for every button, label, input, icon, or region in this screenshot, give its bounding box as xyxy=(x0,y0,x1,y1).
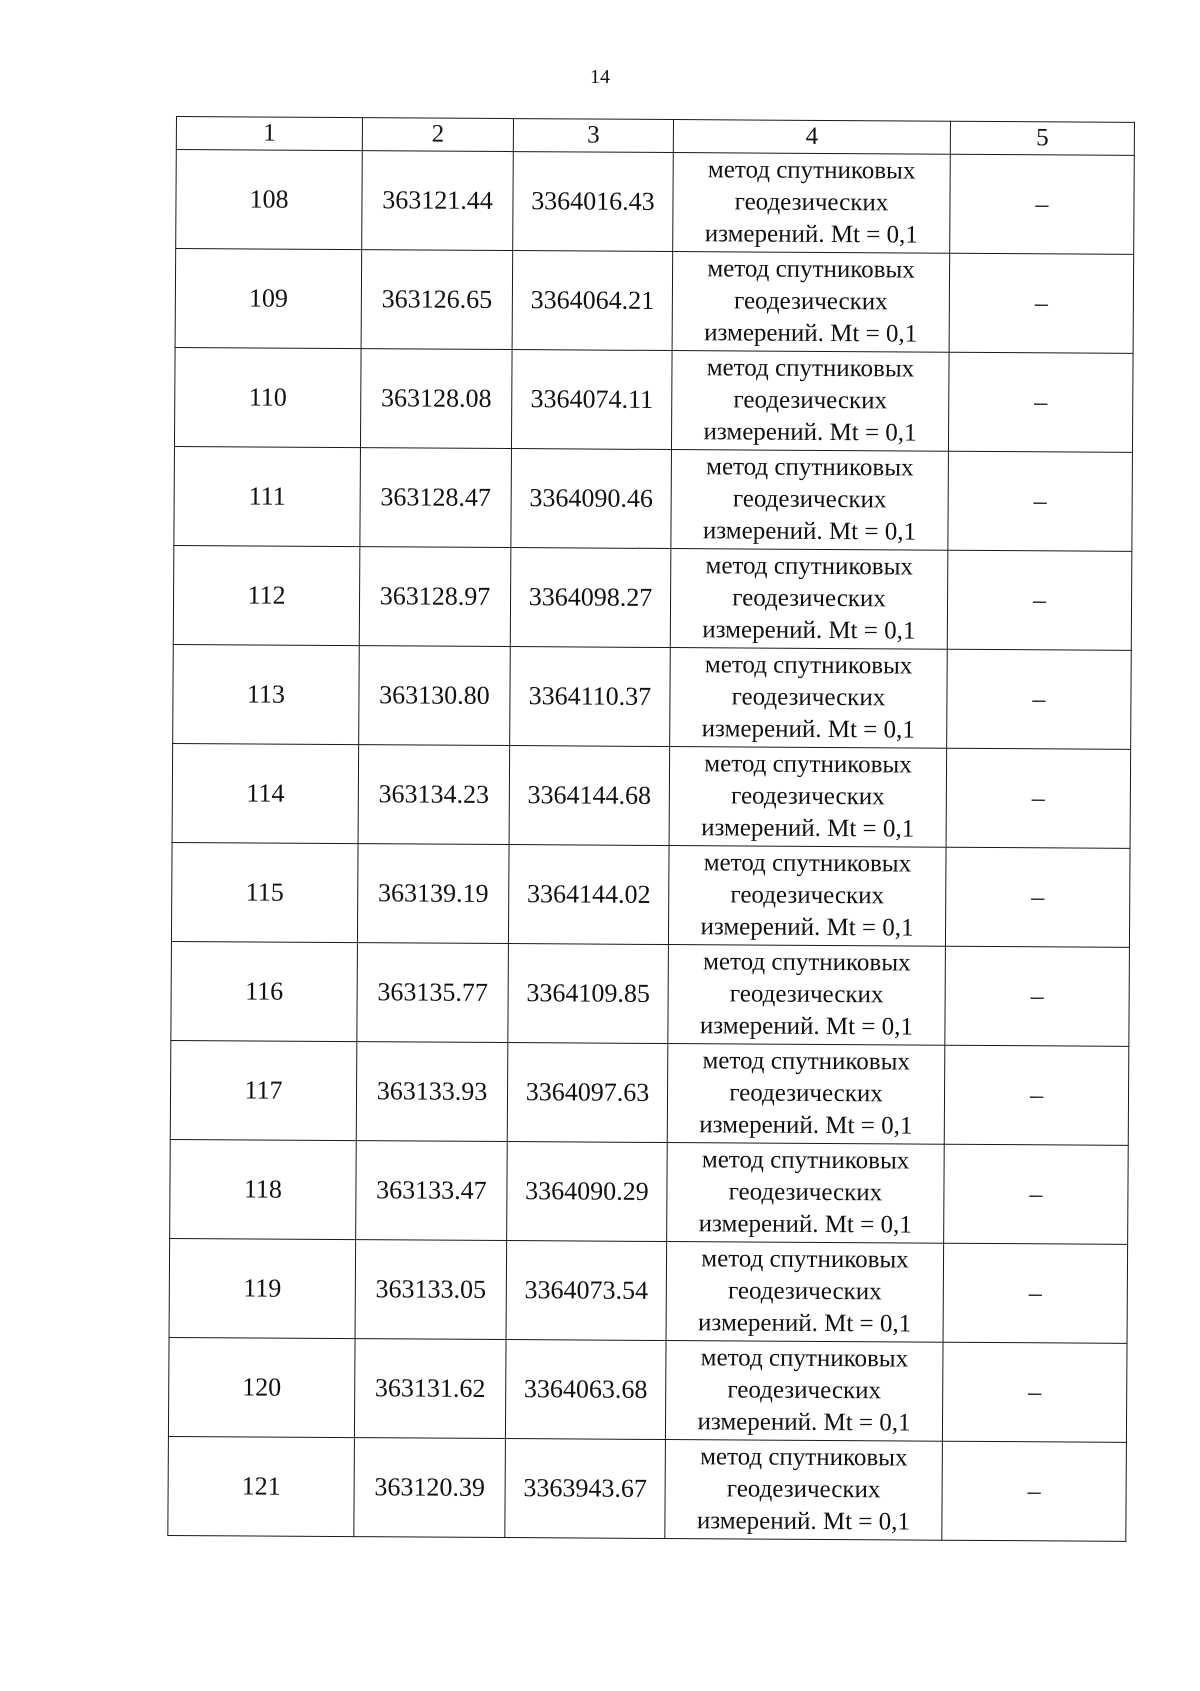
method-text-line: геодезических xyxy=(727,1277,882,1306)
table-row xyxy=(171,842,1130,947)
method-text-line: измерений. Mt = 0,1 xyxy=(704,220,918,249)
x-coordinate-cell: 363131.62 xyxy=(354,1339,506,1439)
coordinates-table xyxy=(167,116,1135,1542)
point-number-cell: 117 xyxy=(170,1040,357,1140)
y-coordinate-cell: 3364144.68 xyxy=(509,746,670,846)
table-row xyxy=(171,941,1130,1046)
table-row xyxy=(176,150,1135,255)
method-cell xyxy=(672,252,950,353)
empty-value-dash: – xyxy=(944,1144,1129,1244)
method-text-line: геодезических xyxy=(729,980,884,1009)
empty-value-dash: – xyxy=(950,154,1135,254)
method-text-line: метод спутниковых xyxy=(703,948,911,977)
method-cell xyxy=(673,153,951,254)
table-row xyxy=(173,644,1132,749)
header-col-3: 3 xyxy=(513,119,673,153)
method-text-line: геодезических xyxy=(726,1475,881,1504)
method-text-line: измерений. Mt = 0,1 xyxy=(702,616,916,645)
table-body xyxy=(168,150,1134,1542)
point-number-cell: 120 xyxy=(168,1337,355,1437)
point-number-cell: 119 xyxy=(169,1238,356,1338)
point-number-cell: 116 xyxy=(171,941,358,1041)
empty-value-dash: – xyxy=(943,1243,1128,1343)
empty-value-dash: – xyxy=(948,352,1133,452)
method-text-line: метод спутниковых xyxy=(700,1443,908,1472)
method-text-line: измерений. Mt = 0,1 xyxy=(698,1309,912,1338)
point-number-cell: 114 xyxy=(172,743,359,843)
method-text-line: геодезических xyxy=(734,188,889,217)
x-coordinate-cell: 363135.77 xyxy=(357,943,509,1043)
point-number-cell: 121 xyxy=(168,1436,355,1536)
table-row xyxy=(172,743,1131,848)
point-number-cell: 110 xyxy=(174,347,361,447)
header-col-1: 1 xyxy=(176,117,362,151)
method-text-line: измерений. Mt = 0,1 xyxy=(699,1012,914,1041)
table-row xyxy=(174,446,1133,551)
page-number: 14 xyxy=(590,66,610,88)
method-text-line: метод спутниковых xyxy=(701,1146,910,1175)
method-text-line: геодезических xyxy=(729,1079,883,1108)
empty-value-dash: – xyxy=(942,1441,1127,1541)
method-cell xyxy=(671,450,949,551)
method-cell xyxy=(666,1242,944,1343)
method-text-line: метод спутниковых xyxy=(701,1245,909,1274)
table-row xyxy=(169,1238,1128,1343)
method-cell xyxy=(669,747,947,848)
table-row xyxy=(168,1436,1127,1541)
method-text-line: метод спутниковых xyxy=(707,255,915,284)
empty-value-dash: – xyxy=(947,550,1132,650)
empty-value-dash: – xyxy=(948,451,1133,551)
method-text-line: измерений. Mt = 0,1 xyxy=(699,1111,913,1140)
method-cell xyxy=(671,351,949,452)
method-text-line: метод спутниковых xyxy=(707,156,916,185)
y-coordinate-cell: 3364097.63 xyxy=(507,1043,668,1143)
y-coordinate-cell: 3364110.37 xyxy=(510,647,671,747)
method-text-line: метод спутниковых xyxy=(704,651,913,680)
header-col-4: 4 xyxy=(673,120,950,155)
y-coordinate-cell: 3364063.68 xyxy=(505,1340,666,1440)
point-number-cell: 109 xyxy=(175,249,362,349)
method-text-line: метод спутниковых xyxy=(704,750,912,779)
empty-value-dash: – xyxy=(945,946,1130,1046)
x-coordinate-cell: 363128.97 xyxy=(359,547,511,647)
y-coordinate-cell: 3364074.11 xyxy=(511,350,672,450)
header-col-2: 2 xyxy=(362,118,513,152)
x-coordinate-cell: 363139.19 xyxy=(357,844,509,944)
method-text-line: геодезических xyxy=(733,386,888,415)
table-row xyxy=(170,1139,1129,1244)
method-text-line: геодезических xyxy=(732,584,886,613)
x-coordinate-cell: 363133.47 xyxy=(356,1141,508,1241)
point-number-cell: 115 xyxy=(171,842,358,942)
table-row xyxy=(175,249,1134,354)
method-text-line: метод спутниковых xyxy=(706,453,914,482)
y-coordinate-cell: 3363943.67 xyxy=(505,1439,666,1539)
method-cell xyxy=(670,648,948,749)
method-text-line: геодезических xyxy=(731,683,886,712)
method-text-line: метод спутниковых xyxy=(706,354,915,383)
empty-value-dash: – xyxy=(942,1342,1127,1442)
y-coordinate-cell: 3364073.54 xyxy=(506,1241,667,1341)
method-cell xyxy=(667,1044,945,1145)
method-text-line: метод спутниковых xyxy=(705,552,914,581)
method-cell xyxy=(665,1341,943,1442)
x-coordinate-cell: 363120.39 xyxy=(354,1438,506,1538)
point-number-cell: 118 xyxy=(170,1139,357,1239)
y-coordinate-cell: 3364016.43 xyxy=(513,152,674,252)
point-number-cell: 113 xyxy=(173,644,360,744)
x-coordinate-cell: 363133.05 xyxy=(355,1240,507,1340)
y-coordinate-cell: 3364098.27 xyxy=(510,548,671,648)
x-coordinate-cell: 363130.80 xyxy=(359,646,511,746)
method-text-line: измерений. Mt = 0,1 xyxy=(696,1507,911,1536)
y-coordinate-cell: 3364090.46 xyxy=(511,449,672,549)
method-text-line: геодезических xyxy=(734,287,888,316)
method-cell xyxy=(665,1440,943,1541)
empty-value-dash: – xyxy=(947,649,1132,749)
empty-value-dash: – xyxy=(949,253,1134,353)
method-text-line: измерений. Mt = 0,1 xyxy=(700,913,914,942)
x-coordinate-cell: 363128.08 xyxy=(360,349,512,449)
method-text-line: измерений. Mt = 0,1 xyxy=(703,418,917,447)
method-text-line: геодезических xyxy=(727,1376,882,1405)
y-coordinate-cell: 3364090.29 xyxy=(507,1142,668,1242)
method-text-line: геодезических xyxy=(732,485,887,514)
y-coordinate-cell: 3364109.85 xyxy=(508,944,669,1044)
method-text-line: метод спутниковых xyxy=(700,1344,909,1373)
header-col-5: 5 xyxy=(950,121,1134,155)
method-text-line: измерений. Mt = 0,1 xyxy=(698,1210,912,1239)
method-text-line: метод спутниковых xyxy=(702,1047,911,1076)
method-cell xyxy=(668,846,946,947)
x-coordinate-cell: 363134.23 xyxy=(358,745,510,845)
method-text-line: измерений. Mt = 0,1 xyxy=(701,715,915,744)
method-cell xyxy=(667,1143,945,1244)
y-coordinate-cell: 3364144.02 xyxy=(508,845,669,945)
table-row xyxy=(168,1337,1127,1442)
method-text-line: геодезических xyxy=(728,1178,883,1207)
point-number-cell: 111 xyxy=(174,446,361,546)
method-text-line: измерений. Mt = 0,1 xyxy=(704,319,918,348)
point-number-cell: 108 xyxy=(176,150,363,250)
empty-value-dash: – xyxy=(946,748,1131,848)
table-row xyxy=(170,1040,1129,1145)
method-text-line: геодезических xyxy=(730,881,885,910)
x-coordinate-cell: 363121.44 xyxy=(362,151,514,251)
x-coordinate-cell: 363126.65 xyxy=(361,250,513,350)
method-text-line: метод спутниковых xyxy=(703,849,912,878)
y-coordinate-cell: 3364064.21 xyxy=(512,251,673,351)
method-text-line: измерений. Mt = 0,1 xyxy=(697,1408,911,1437)
empty-value-dash: – xyxy=(945,847,1130,947)
x-coordinate-cell: 363128.47 xyxy=(360,448,512,548)
point-number-cell: 112 xyxy=(173,545,360,645)
method-cell xyxy=(668,945,946,1046)
method-text-line: измерений. Mt = 0,1 xyxy=(702,517,917,546)
method-cell xyxy=(670,549,948,650)
table-row xyxy=(173,545,1132,650)
method-text-line: измерений. Mt = 0,1 xyxy=(701,814,915,843)
method-text-line: геодезических xyxy=(730,782,885,811)
table-row xyxy=(174,347,1133,452)
x-coordinate-cell: 363133.93 xyxy=(356,1042,508,1142)
empty-value-dash: – xyxy=(944,1045,1129,1145)
